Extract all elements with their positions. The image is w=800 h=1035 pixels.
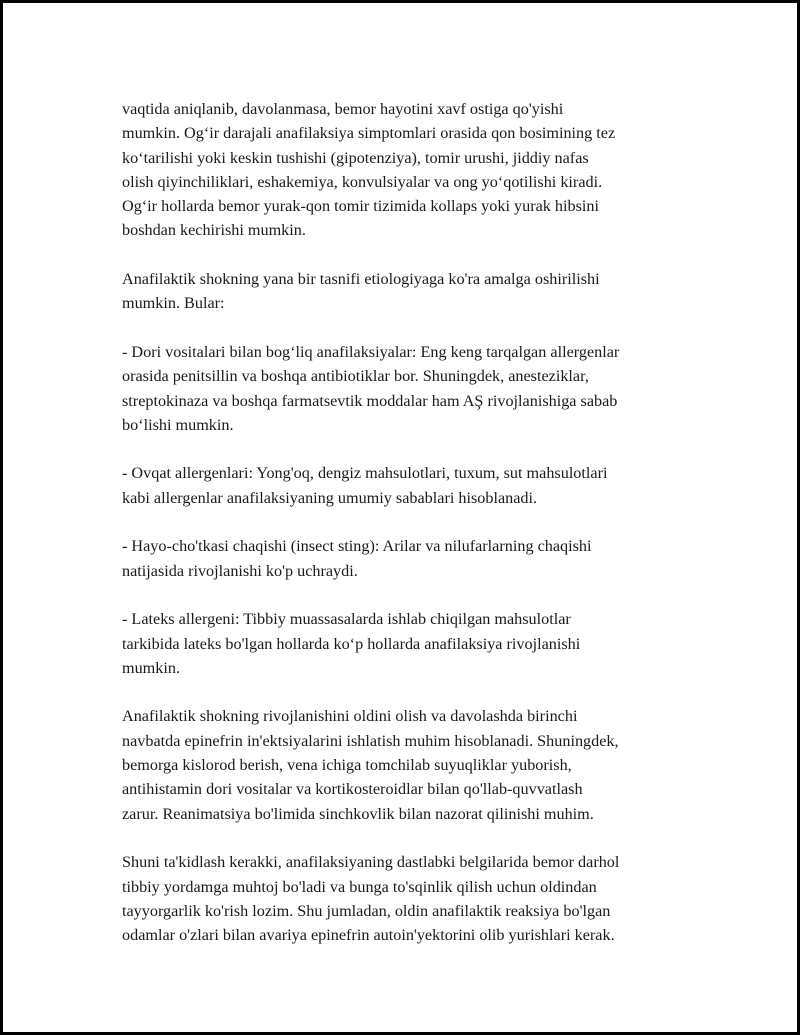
document-body [122,97,697,947]
paragraph-prevention: Shuni ta'kidlash kerakki, anafilaksiyaning dastlabki belgilarida bemor darhol tibbiy yordamga muhtoj bo'ladi va bunga to'sqinlik qilish uchun oldindan tayyorgarlik ko'rish lozim. Shu jumladan, oldin anafilaktik reaksiya bo'lgan odamlar o'zlari bilan avariya epinefrin autoin'yektorini olib yurishlari kerak. [122,853,620,945]
paragraph-diagnosis-severity: vaqtida aniqlanib, davolanmasa, bemor hayotini xavf ostiga qo'yishi mumkin. Og‘ir darajali anafilaksiya simptomlari orasida qon bosimining tez ko‘tarilishi yoki keskin tushishi (gipotenziya), tomir urushi, jiddiy nafas olish qiyinchiliklari, eshakemiya, konvulsiyalar va ong yo‘qotilishi kiradi. Og‘ir hollarda bemor yurak-qon tomir tizimida kollaps yoki yurak hibsini boshdan kechirishi mumkin. [122,100,616,240]
list-item-latex-allergen: - Lateks allergeni: Tibbiy muassasalarda ishlab chiqilgan mahsulotlar tarkibida lateks bo'lgan hollarda ko‘p hollarda anafilaksiya rivojlanishi mumkin. [122,610,581,677]
paragraph-treatment: Anafilaktik shokning rivojlanishini oldini olish va davolashda birinchi navbatda epinefrin in'ektsiyalarini ishlatish muhim hisoblanadi. Shuningdek, bemorga kislorod berish, vena ichiga tomchilab suyuqliklar yuborish, antihistamin dori vositalar va kortikosteroidlar bilan qo'llab-quvvatlash zarur. Reanimatsiya bo'limida sinchkovlik bilan nazorat qilinishi muhim. [122,707,619,823]
list-item-food-allergens: - Ovqat allergenlari: Yong'oq, dengiz mahsulotlari, tuxum, sut mahsulotlari kabi allergenlar anafilaksiyaning umumiy sabablari hisoblanadi. [122,464,608,507]
paragraph-etiology-intro: Anafilaktik shokning yana bir tasnifi etiologiyaga ko'ra amalga oshirilishi mumkin. Bular: [122,270,600,313]
list-item-drug-allergens: - Dori vositalari bilan bog‘liq anafilaksiyalar: Eng keng tarqalgan allergenlar orasida penitsillin va boshqa antibiotiklar bor. Shuningdek, anesteziklar, streptokinaza va boshqa farmatsevtik moddalar ham AŞ rivojlanishiga sabab bo‘lishi mumkin. [122,342,620,434]
list-item-insect-sting: - Hayo-cho'tkasi chaqishi (insect sting): Arilar va nilufarlarning chaqishi natijasida rivojlanishi ko'p uchraydi. [122,537,592,580]
